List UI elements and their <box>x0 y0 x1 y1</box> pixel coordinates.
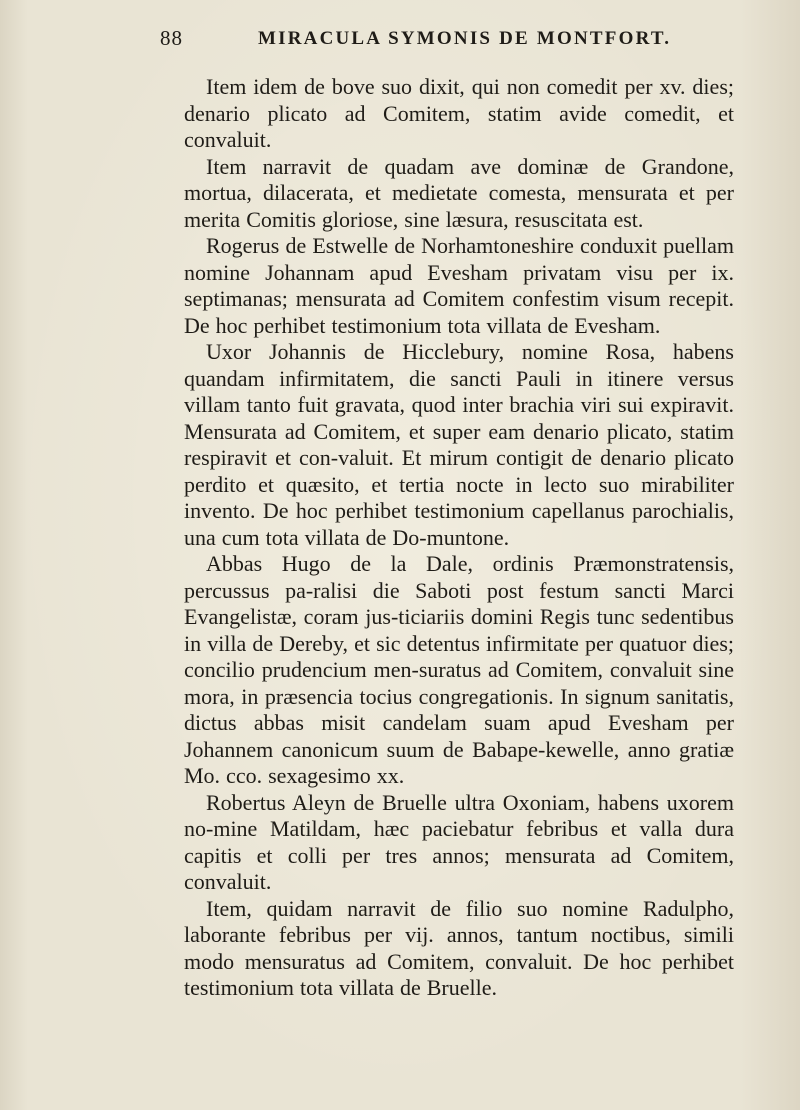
running-title: MIRACULA SYMONIS DE MONTFORT. <box>258 28 672 49</box>
paragraph-1: Item idem de bove suo dixit, qui non comedit per xv. dies; denario plicato ad Comitem, statim avide comedit, et convaluit. <box>184 74 734 152</box>
paragraph-3: Rogerus de Estwelle de Norhamtoneshire conduxit puellam nomine Johannam apud Evesham privatam visu per ix. septimanas; mensurata ad Comitem confestim visum recepit. De hoc perhibet testimonium tota villata de Evesham. <box>184 233 734 338</box>
page-shadow-right <box>740 0 800 1110</box>
page-number: 88 <box>160 26 183 50</box>
page-shadow-left <box>0 0 28 1110</box>
paragraph-6: Robertus Aleyn de Bruelle ultra Oxoniam, habens uxorem no-mine Matildam, hæc paciebatur febribus et valla dura capitis et colli per tres annos; mensurata ad Comitem, convaluit. <box>184 789 734 894</box>
paragraph-2: Item narravit de quadam ave dominæ de Grandone, mortua, dilacerata, et medietate comesta, mensurata et per merita Comitis gloriose, sine læsura, resuscitata est. <box>184 153 734 232</box>
page-header <box>160 26 720 56</box>
paragraph-7: Item, quidam narravit de filio suo nomine Radulpho, laborante febribus per vij. annos, tantum noctibus, simili modo mensuratus ad Comitem, convaluit. De hoc perhibet testimonium tota villata de Bruelle. <box>184 895 734 1000</box>
paragraph-4: Uxor Johannis de Hicclebury, nomine Rosa, habens quandam infirmitatem, die sancti Pauli in itinere versus villam tanto fuit gravata, quod inter brachia viri sui expiravit. Mensurata ad Comitem, et super eam denario plicato, statim respiravit et con-valuit. Et mirum contigit de denario plicato perdito et quæsito, et tertia nocte in lecto suo mirabiliter invento. De hoc perhibet testimonium capellanus parochialis, una cum tota villata de Do-muntone. <box>184 339 734 550</box>
paragraph-5: Abbas Hugo de la Dale, ordinis Præmonstratensis, percussus pa-ralisi die Saboti post festum sancti Marci Evangelistæ, coram jus-ticiariis domini Regis tunc sedentibus in villa de Dereby, et sic detentus infirmitate per quatuor dies; concilio prudencium men-suratus ad Comitem, convaluit sine mora, in præsencia tocius congregationis. In signum sanitatis, dictus abbas misit candelam suam apud Evesham per Johannem canonicum suum de Babape-kewelle, anno gratiæ Mo. cco. sexagesimo xx. <box>184 551 734 788</box>
body-text <box>184 74 734 1002</box>
